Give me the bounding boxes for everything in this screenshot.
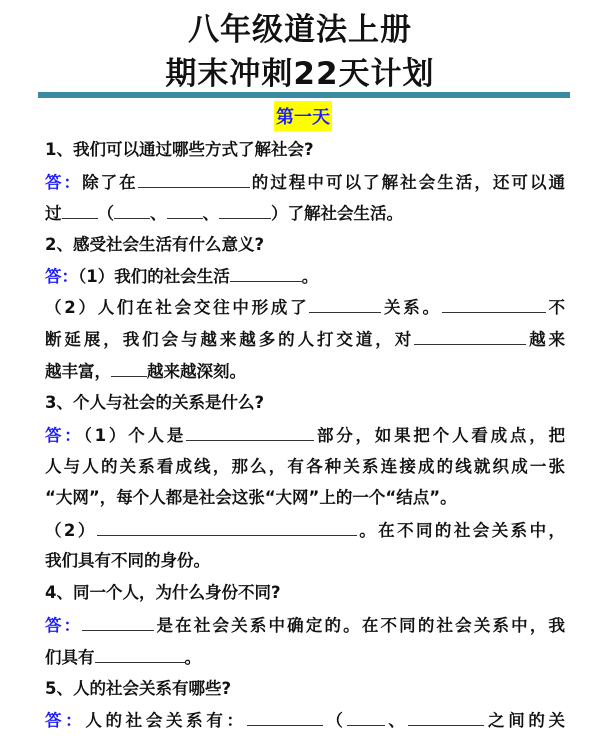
text: 越来 [526,330,566,349]
text: 不 [545,298,566,317]
answer-4-line-2 [45,646,565,669]
text: 越丰富， [45,362,111,381]
answer-label: 答： [45,426,84,445]
blank[interactable] [138,171,250,188]
blank[interactable] [167,202,203,219]
question-1 [45,139,565,161]
day-label: 第一天 [274,101,332,131]
text: ）了解社会生活。 [271,204,403,223]
answer-3-line-5 [45,550,565,572]
question-text: 3、个人与社会的关系是什么? [45,393,265,412]
text: 、 [202,204,219,223]
answer-label: 答： [45,173,83,192]
blank[interactable] [347,709,385,726]
text: 们具有 [45,648,95,667]
text: 越来越深刻。 [147,362,246,381]
text: 人与人的关系看成线，那么，有各种关系连接成的线就织成一张 [45,457,565,476]
blank[interactable] [309,296,381,313]
text: （2）人们在社会交往中形成了 [45,298,310,317]
text: （ [97,204,114,223]
answer-label: 答： [45,711,86,730]
answer-4-line-1 [45,614,565,637]
answer-3-line-4 [45,519,565,542]
answer-label: 答： [45,616,83,635]
text: 。 [301,267,319,286]
text: （1）我们的社会生活 [78,267,230,286]
text: （ [322,711,347,730]
answer-2-line-4 [45,360,565,383]
blank[interactable] [114,202,150,219]
blank[interactable] [82,614,154,631]
text: 、 [384,711,409,730]
text: 是在社会关系中确定的。在不同的社会关系中，我 [154,616,566,635]
blank[interactable] [408,709,484,726]
title-line-2: 期末冲刺22天计划 [165,56,435,92]
blank[interactable] [219,202,271,219]
blank[interactable] [95,646,185,663]
answer-2-line-2 [45,296,565,319]
text: 过 [45,204,62,223]
text: 关系。 [381,298,442,317]
text: 断延展，我们会与越来越多的人打交道，对 [45,330,415,349]
text: （1）个人是 [83,426,187,445]
title-divider [38,92,570,98]
text: 之间的关 [484,711,566,730]
blank[interactable] [442,296,546,313]
answer-3-line-2 [45,456,565,478]
answer-2-line-1 [45,265,565,288]
blank[interactable] [414,328,526,345]
text: 人的社会关系有： [85,711,247,730]
answer-5-line-1 [45,709,565,732]
title-line-1: 八年级道法上册 [188,12,412,48]
question-4 [45,582,565,604]
answer-2-line-3 [45,328,565,351]
blank[interactable] [186,424,314,441]
answer-label: 答： [45,267,78,286]
answer-1-line-2 [45,202,565,225]
text: 。 [184,648,201,667]
text: 除了在 [82,173,138,192]
question-text: 4、同一个人，为什么身份不同? [45,583,281,602]
text: 部分，如果把个人看成点，把 [314,426,566,445]
blank[interactable] [247,709,323,726]
text: 。在不同的社会关系中， [356,521,566,540]
question-text: 1、我们可以通过哪些方式了解社会? [45,140,314,159]
text: （2） [45,521,97,540]
answer-1-line-1 [45,171,565,194]
blank[interactable] [111,360,147,377]
question-text: 2、感受社会生活有什么意义? [45,235,265,254]
blank[interactable] [62,202,98,219]
question-text: 5、人的社会关系有哪些? [45,679,232,698]
text: 的过程中可以了解社会生活，还可以通 [249,173,566,192]
question-5 [45,678,565,700]
blank[interactable] [97,519,357,536]
blank[interactable] [230,265,302,282]
question-3 [45,392,565,414]
answer-3-line-1 [45,424,565,447]
question-2 [45,234,565,256]
text: 我们具有不同的身份。 [45,551,210,570]
text: 、 [150,204,167,223]
answer-3-line-3 [45,487,565,509]
text: “大网”，每个人都是社会这张“大网”上的一个“结点”。 [45,488,457,507]
